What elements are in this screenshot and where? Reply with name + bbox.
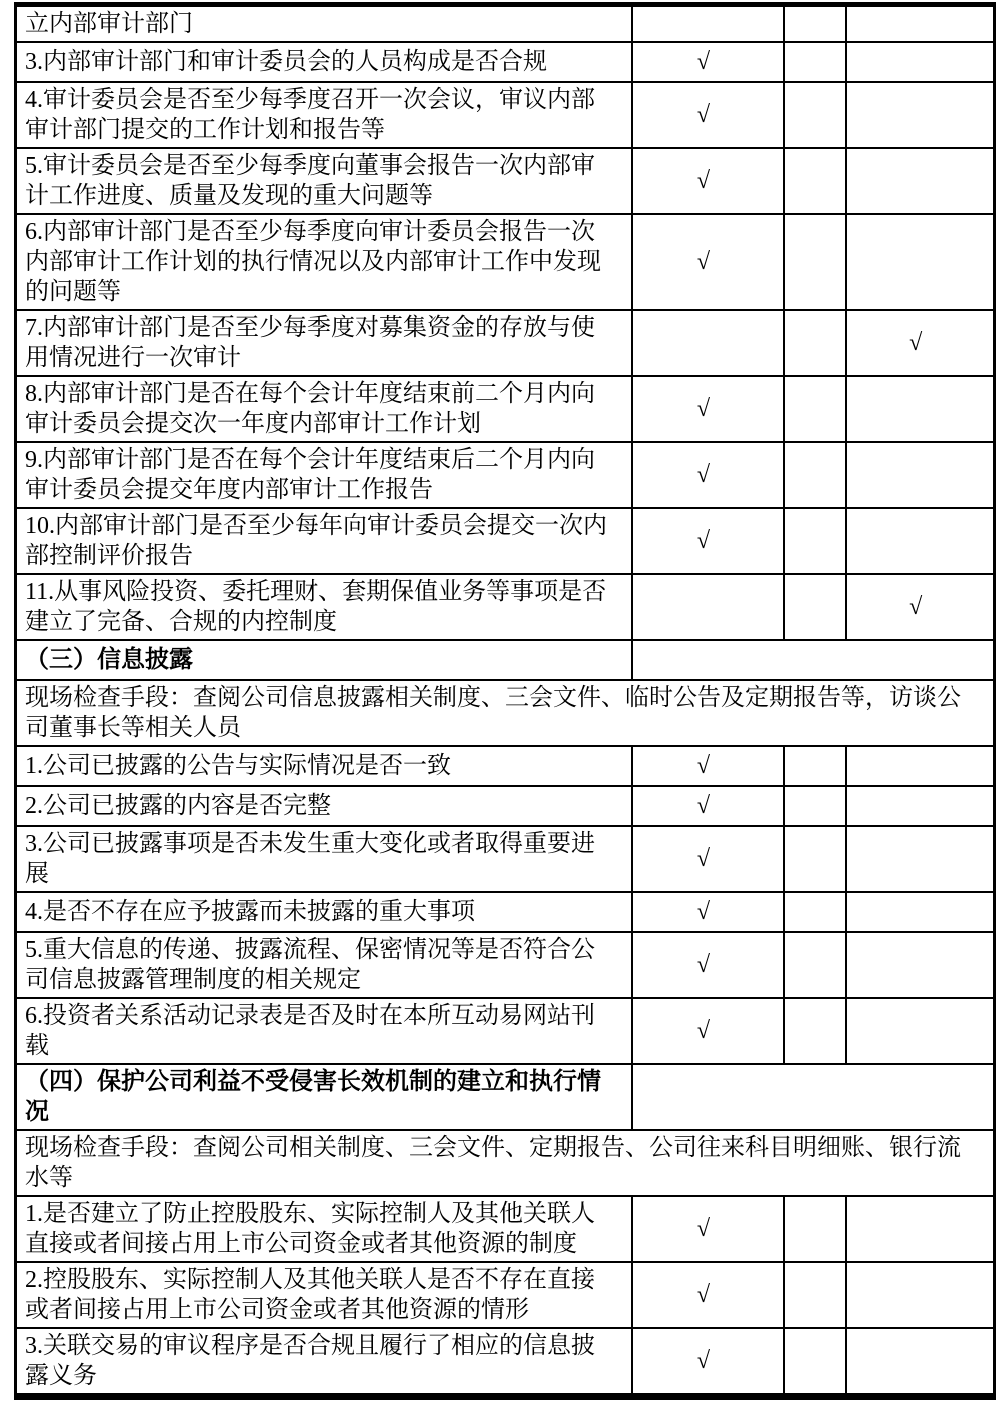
section-title: （三）信息披露 [16, 640, 632, 680]
item-text: 6.投资者关系活动记录表是否及时在本所互动易网站刊载 [16, 998, 632, 1064]
item-text: 3.关联交易的审议程序是否合规且履行了相应的信息披露义务 [16, 1328, 632, 1397]
check-cell-yes: √ [632, 376, 784, 442]
check-cell-mid [784, 508, 846, 574]
check-cell-mid [784, 214, 846, 310]
check-cell-mid [784, 932, 846, 998]
check-cell-na [846, 1262, 995, 1328]
table-row [16, 892, 995, 932]
table-row [16, 148, 995, 214]
check-cell-mid [784, 1196, 846, 1262]
item-text: 3.内部审计部门和审计委员会的人员构成是否合规 [16, 42, 632, 82]
section-row [16, 640, 995, 680]
check-cell-na [846, 214, 995, 310]
table-row [16, 746, 995, 786]
check-cell-na [846, 786, 995, 826]
note-row [16, 1130, 995, 1196]
check-cell-na [846, 826, 995, 892]
check-cell-yes: √ [632, 148, 784, 214]
check-cell-yes: √ [632, 892, 784, 932]
check-cell-mid [784, 786, 846, 826]
table-row [16, 1328, 995, 1397]
check-cell-mid [784, 42, 846, 82]
check-cell-yes: √ [632, 1262, 784, 1328]
table-row [16, 998, 995, 1064]
item-text: 立内部审计部门 [16, 5, 632, 43]
item-text: 2.控股股东、实际控制人及其他关联人是否不存在直接或者间接占用上市公司资金或者其他资源的情形 [16, 1262, 632, 1328]
table-row [16, 5, 995, 43]
check-cell-na [846, 442, 995, 508]
check-cell-yes: √ [632, 442, 784, 508]
check-cell-mid [784, 82, 846, 148]
check-cell-yes: √ [632, 1196, 784, 1262]
check-cell-na: √ [846, 574, 995, 640]
check-cell-na [846, 508, 995, 574]
merged-empty-cell [632, 640, 995, 680]
item-text: 10.内部审计部门是否至少每年向审计委员会提交一次内部控制评价报告 [16, 508, 632, 574]
table-row [16, 1196, 995, 1262]
check-cell-na [846, 376, 995, 442]
check-cell-mid [784, 826, 846, 892]
inspection-method-note: 现场检查手段：查阅公司信息披露相关制度、三会文件、临时公告及定期报告等，访谈公司董事长等相关人员 [16, 680, 995, 746]
check-cell-na [846, 5, 995, 43]
check-cell-mid [784, 148, 846, 214]
table-row [16, 786, 995, 826]
table-row [16, 82, 995, 148]
table-row [16, 214, 995, 310]
check-cell-yes: √ [632, 826, 784, 892]
item-text: 3.公司已披露事项是否未发生重大变化或者取得重要进展 [16, 826, 632, 892]
section-row [16, 1064, 995, 1130]
inspection-method-note: 现场检查手段：查阅公司相关制度、三会文件、定期报告、公司往来科目明细账、银行流水等 [16, 1130, 995, 1196]
check-cell-mid [784, 1262, 846, 1328]
check-cell-yes: √ [632, 932, 784, 998]
check-cell-mid [784, 746, 846, 786]
check-cell-yes: √ [632, 746, 784, 786]
table-row [16, 574, 995, 640]
section-title: （四）保护公司利益不受侵害长效机制的建立和执行情况 [16, 1064, 632, 1130]
check-cell-yes: √ [632, 998, 784, 1064]
table-row [16, 442, 995, 508]
check-cell-yes: √ [632, 1328, 784, 1397]
check-cell-na [846, 998, 995, 1064]
check-cell-na [846, 892, 995, 932]
table-row [16, 376, 995, 442]
check-cell-mid [784, 892, 846, 932]
check-cell-mid [784, 376, 846, 442]
check-cell-na [846, 1196, 995, 1262]
item-text: 2.公司已披露的内容是否完整 [16, 786, 632, 826]
item-text: 6.内部审计部门是否至少每季度向审计委员会报告一次内部审计工作计划的执行情况以及内部审计工作中发现的问题等 [16, 214, 632, 310]
table-row [16, 310, 995, 376]
item-text: 1.是否建立了防止控股股东、实际控制人及其他关联人直接或者间接占用上市公司资金或者其他资源的制度 [16, 1196, 632, 1262]
table-row [16, 42, 995, 82]
check-cell-yes: √ [632, 214, 784, 310]
table-row [16, 508, 995, 574]
check-cell-na [846, 1328, 995, 1397]
table-row [16, 826, 995, 892]
check-cell-na [846, 746, 995, 786]
check-cell-yes: √ [632, 508, 784, 574]
check-cell-mid [784, 5, 846, 43]
audit-checklist-table [14, 2, 996, 1400]
check-cell-yes [632, 574, 784, 640]
item-text: 11.从事风险投资、委托理财、套期保值业务等事项是否建立了完备、合规的内控制度 [16, 574, 632, 640]
check-cell-yes: √ [632, 82, 784, 148]
item-text: 4.是否不存在应予披露而未披露的重大事项 [16, 892, 632, 932]
check-cell-na [846, 82, 995, 148]
table-row [16, 932, 995, 998]
check-cell-yes [632, 310, 784, 376]
item-text: 4.审计委员会是否至少每季度召开一次会议，审议内部审计部门提交的工作计划和报告等 [16, 82, 632, 148]
item-text: 1.公司已披露的公告与实际情况是否一致 [16, 746, 632, 786]
check-cell-mid [784, 574, 846, 640]
note-row [16, 680, 995, 746]
check-cell-na [846, 932, 995, 998]
check-cell-yes [632, 5, 784, 43]
item-text: 5.重大信息的传递、披露流程、保密情况等是否符合公司信息披露管理制度的相关规定 [16, 932, 632, 998]
table-row [16, 1262, 995, 1328]
check-cell-yes: √ [632, 786, 784, 826]
check-cell-mid [784, 1328, 846, 1397]
check-cell-mid [784, 310, 846, 376]
check-cell-yes: √ [632, 42, 784, 82]
item-text: 7.内部审计部门是否至少每季度对募集资金的存放与使用情况进行一次审计 [16, 310, 632, 376]
merged-empty-cell [632, 1064, 995, 1130]
check-cell-na [846, 148, 995, 214]
check-cell-mid [784, 442, 846, 508]
item-text: 9.内部审计部门是否在每个会计年度结束后二个月内向审计委员会提交年度内部审计工作报告 [16, 442, 632, 508]
check-cell-na: √ [846, 310, 995, 376]
item-text: 5.审计委员会是否至少每季度向董事会报告一次内部审计工作进度、质量及发现的重大问题等 [16, 148, 632, 214]
check-cell-mid [784, 998, 846, 1064]
check-cell-na [846, 42, 995, 82]
item-text: 8.内部审计部门是否在每个会计年度结束前二个月内向审计委员会提交次一年度内部审计工作计划 [16, 376, 632, 442]
